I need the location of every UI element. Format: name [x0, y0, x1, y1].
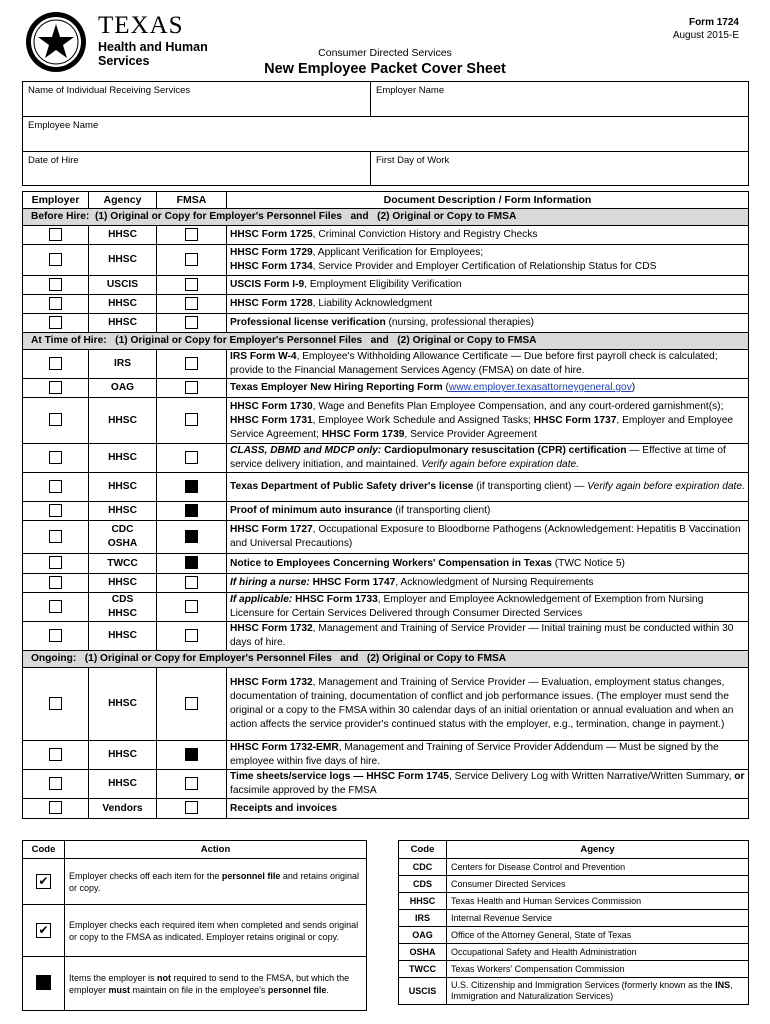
employer-checkbox[interactable]	[49, 451, 62, 464]
table-header-row	[23, 192, 749, 209]
employer-checkbox[interactable]	[49, 253, 62, 266]
agency-cell: HHSC	[89, 226, 157, 245]
fmsa-checkbox[interactable]	[185, 697, 198, 710]
page-subtitle: Consumer Directed Services	[318, 47, 452, 59]
fmsa-checkbox[interactable]	[185, 228, 198, 241]
description-cell: HHSC Form 1732, Management and Training of Service Provider — Initial training must be conducted within 30 days of hire.	[227, 622, 749, 651]
section-ongoing: Ongoing: (1) Original or Copy for Employer's Personnel Files and (2) Original or Copy to FMSA	[23, 651, 749, 668]
fmsa-checkbox[interactable]	[185, 253, 198, 266]
section-before-hire: Before Hire: (1) Original or Copy for Employer's Personnel Files and (2) Original or Copy to FMSA	[23, 209, 749, 226]
employer-checkbox[interactable]	[49, 297, 62, 310]
date-of-hire-field[interactable]: Date of Hire	[23, 152, 371, 186]
individual-name-field[interactable]: Name of Individual Receiving Services	[23, 82, 371, 117]
fmsa-checkbox[interactable]	[185, 801, 198, 814]
fmsa-checkbox[interactable]	[185, 278, 198, 291]
table-row	[23, 245, 749, 276]
employee-name-field[interactable]: Employee Name	[23, 117, 749, 152]
agency-cell: HHSC	[89, 398, 157, 444]
description-cell: HHSC Form 1725, Criminal Conviction History and Registry Checks	[227, 226, 749, 245]
table-row	[23, 770, 749, 799]
form-number: Form 1724	[688, 17, 739, 28]
codes-agency-header: Agency	[447, 841, 749, 859]
employer-checkbox[interactable]	[49, 316, 62, 329]
employer-checkbox[interactable]	[49, 413, 62, 426]
table-row	[23, 350, 749, 379]
fmsa-not-required-mark	[185, 480, 198, 493]
codes-row: IRS Internal Revenue Service	[399, 910, 749, 927]
description-cell: Texas Department of Public Safety driver's license (if transporting client) — Verify again before expiration date.	[227, 473, 749, 502]
legend-action-text: Employer checks each required item when completed and sends original or copy to the FMSA as indicated. Employer retains original or copy.	[65, 905, 367, 957]
legend-action-text: Items the employer is not required to send to the FMSA, but which the employer must maintain on file in the employee's personnel file.	[65, 957, 367, 1011]
checkmark-icon: ✔	[36, 874, 51, 889]
table-row	[23, 593, 749, 622]
table-row	[23, 314, 749, 333]
fmsa-checkbox[interactable]	[185, 600, 198, 613]
description-cell: USCIS Form I-9, Employment Eligibility Verification	[227, 276, 749, 295]
page-title: New Employee Packet Cover Sheet	[264, 61, 506, 77]
agency-cell: HHSC	[89, 295, 157, 314]
agency-cell: TWCC	[89, 554, 157, 574]
codes-row: CDS Consumer Directed Services	[399, 876, 749, 893]
col-employer: Employer	[23, 192, 89, 209]
fmsa-checkbox[interactable]	[185, 451, 198, 464]
description-cell: If hiring a nurse: HHSC Form 1747, Acknowledgment of Nursing Requirements	[227, 574, 749, 593]
codes-code-header: Code	[399, 841, 447, 859]
table-row	[23, 521, 749, 554]
employer-checkbox[interactable]	[49, 556, 62, 569]
fmsa-not-required-mark	[185, 504, 198, 517]
employer-checkbox[interactable]	[49, 278, 62, 291]
employer-name-field[interactable]: Employer Name	[371, 82, 749, 117]
form-date: August 2015-E	[672, 30, 739, 41]
description-cell: HHSC Form 1732-EMR, Management and Training of Service Provider Addendum — Must be signed by the employee within five days of hire.	[227, 741, 749, 770]
fmsa-checkbox[interactable]	[185, 576, 198, 589]
legend-row	[23, 957, 367, 1011]
filled-square-icon	[36, 975, 51, 990]
col-agency: Agency	[89, 192, 157, 209]
table-row	[23, 379, 749, 398]
table-row	[23, 574, 749, 593]
logo-subtitle: Health and Human Services	[98, 40, 208, 68]
legend-row	[23, 859, 367, 905]
legend-header-row	[23, 841, 367, 859]
agency-cell: HHSC	[89, 473, 157, 502]
legend-row	[23, 905, 367, 957]
employer-checkbox[interactable]	[49, 748, 62, 761]
description-cell: HHSC Form 1727, Occupational Exposure to Bloodborne Pathogens (Acknowledgement: Hepatitis B Vaccination and Universal Precautions)	[227, 521, 749, 554]
agency-cell: CDC OSHA	[89, 521, 157, 554]
table-row	[23, 295, 749, 314]
fmsa-checkbox[interactable]	[185, 297, 198, 310]
table-row	[23, 473, 749, 502]
fmsa-checkbox[interactable]	[185, 777, 198, 790]
description-cell: Texas Employer New Hiring Reporting Form (www.employer.texasattorneygeneral.gov)	[227, 379, 749, 398]
description-cell: Proof of minimum auto insurance (if transporting client)	[227, 502, 749, 521]
description-cell: If applicable: HHSC Form 1733, Employer and Employee Acknowledgement of Exemption from Nursing Licensure for Certain Services Delivered through Consumer Directed Services	[227, 593, 749, 622]
fmsa-checkbox[interactable]	[185, 381, 198, 394]
codes-row: HHSC Texas Health and Human Services Commission	[399, 893, 749, 910]
agency-cell: HHSC	[89, 622, 157, 651]
codes-row: OSHA Occupational Safety and Health Administration	[399, 944, 749, 961]
employer-checkbox[interactable]	[49, 697, 62, 710]
agency-cell: CDS HHSC	[89, 593, 157, 622]
fmsa-not-required-mark	[185, 556, 198, 569]
agency-cell: IRS	[89, 350, 157, 379]
description-cell: Notice to Employees Concerning Workers' Compensation in Texas (TWC Notice 5)	[227, 554, 749, 574]
agency-cell: HHSC	[89, 770, 157, 799]
description-cell: Time sheets/service logs — HHSC Form 1745, Service Delivery Log with Written Narrative/Written Summary, or facsimile approved by the FMSA	[227, 770, 749, 799]
agency-cell: OAG	[89, 379, 157, 398]
employer-checkbox[interactable]	[49, 629, 62, 642]
table-row	[23, 444, 749, 473]
table-row	[23, 741, 749, 770]
codes-row: OAG Office of the Attorney General, State of Texas	[399, 927, 749, 944]
description-cell: Professional license verification (nursing, professional therapies)	[227, 314, 749, 333]
description-cell: IRS Form W-4, Employee's Withholding Allowance Certificate — Due before first payroll check is calculated; provide to the Financial Management Services Agency (FMSA) on date of hire.	[227, 350, 749, 379]
codes-header-row	[399, 841, 749, 859]
agency-cell: HHSC	[89, 502, 157, 521]
table-row	[23, 668, 749, 741]
fmsa-not-required-mark	[185, 530, 198, 543]
table-row	[23, 799, 749, 819]
table-row	[23, 276, 749, 295]
table-row	[23, 554, 749, 574]
agency-cell: HHSC	[89, 444, 157, 473]
table-row	[23, 502, 749, 521]
fmsa-not-required-mark	[185, 748, 198, 761]
legend-code-header: Code	[23, 841, 65, 859]
legend-action-header: Action	[65, 841, 367, 859]
agency-cell: HHSC	[89, 245, 157, 276]
col-description: Document Description / Form Information	[227, 192, 749, 209]
employer-checkbox[interactable]	[49, 600, 62, 613]
agency-cell: USCIS	[89, 276, 157, 295]
col-fmsa: FMSA	[157, 192, 227, 209]
document-checklist-table	[22, 191, 749, 819]
description-cell: HHSC Form 1729, Applicant Verification for Employees; HHSC Form 1734, Service Provider and Employer Certification of Relationship Status for CDS	[227, 245, 749, 276]
employer-checkbox[interactable]	[49, 228, 62, 241]
agency-cell: Vendors	[89, 799, 157, 819]
checkmark-icon: ✔	[36, 923, 51, 938]
agency-cell: HHSC	[89, 668, 157, 741]
description-cell: HHSC Form 1728, Liability Acknowledgment	[227, 295, 749, 314]
oag-website-link[interactable]: www.employer.texasattorneygeneral.gov	[448, 382, 632, 393]
info-fields-table	[22, 81, 749, 186]
fmsa-checkbox[interactable]	[185, 316, 198, 329]
employer-checkbox[interactable]	[49, 777, 62, 790]
codes-row: USCIS U.S. Citizenship and Immigration Services (formerly known as the INS, Immigration and Naturalization Services)	[399, 978, 749, 1005]
employer-checkbox[interactable]	[49, 801, 62, 814]
employer-checkbox[interactable]	[49, 381, 62, 394]
table-row	[23, 622, 749, 651]
fmsa-checkbox[interactable]	[185, 357, 198, 370]
description-cell: Receipts and invoices	[227, 799, 749, 819]
agency-cell: HHSC	[89, 574, 157, 593]
agency-cell: HHSC	[89, 314, 157, 333]
employer-checkbox[interactable]	[49, 576, 62, 589]
employer-checkbox[interactable]	[49, 530, 62, 543]
description-cell: HHSC Form 1732, Management and Training of Service Provider — Evaluation, employment status changes, documentation of training, documentation of conflict and job performance issues. (The employer must send the original or a copy to the FMSA within 30 calendar days of an initial orientation or annual evaluation and when an action affects the service provider's continued status with the employer, e.g., termination, change in payment.)	[227, 668, 749, 741]
table-row	[23, 226, 749, 245]
employer-checkbox[interactable]	[49, 357, 62, 370]
first-day-field[interactable]: First Day of Work	[371, 152, 749, 186]
section-at-hire: At Time of Hire: (1) Original or Copy for Employer's Personnel Files and (2) Original or Copy to FMSA	[23, 333, 749, 350]
codes-row: CDC Centers for Disease Control and Prevention	[399, 859, 749, 876]
description-cell: HHSC Form 1730, Wage and Benefits Plan Employee Compensation, and any court-ordered garnishment(s); HHSC Form 1731, Employee Work Schedule and Assigned Tasks; HHSC Form 1737, Employer and Employee Service Agreement; HHSC Form 1739, Service Provider Agreement	[227, 398, 749, 444]
table-row	[23, 398, 749, 444]
logo-texas: TEXAS	[98, 12, 184, 39]
agency-codes-table	[398, 840, 749, 1005]
employer-checkbox[interactable]	[49, 480, 62, 493]
legend-table	[22, 840, 367, 1011]
description-cell: CLASS, DBMD and MDCP only: Cardiopulmonary resuscitation (CPR) certification — Effective at time of service delivery initiation, and maintained. Verify again before expiration date.	[227, 444, 749, 473]
agency-cell: HHSC	[89, 741, 157, 770]
fmsa-checkbox[interactable]	[185, 413, 198, 426]
employer-checkbox[interactable]	[49, 504, 62, 517]
legend-action-text: Employer checks off each item for the personnel file and retains original or copy.	[65, 859, 367, 905]
codes-row: TWCC Texas Workers' Compensation Commission	[399, 961, 749, 978]
fmsa-checkbox[interactable]	[185, 629, 198, 642]
form-number-block	[673, 16, 739, 42]
